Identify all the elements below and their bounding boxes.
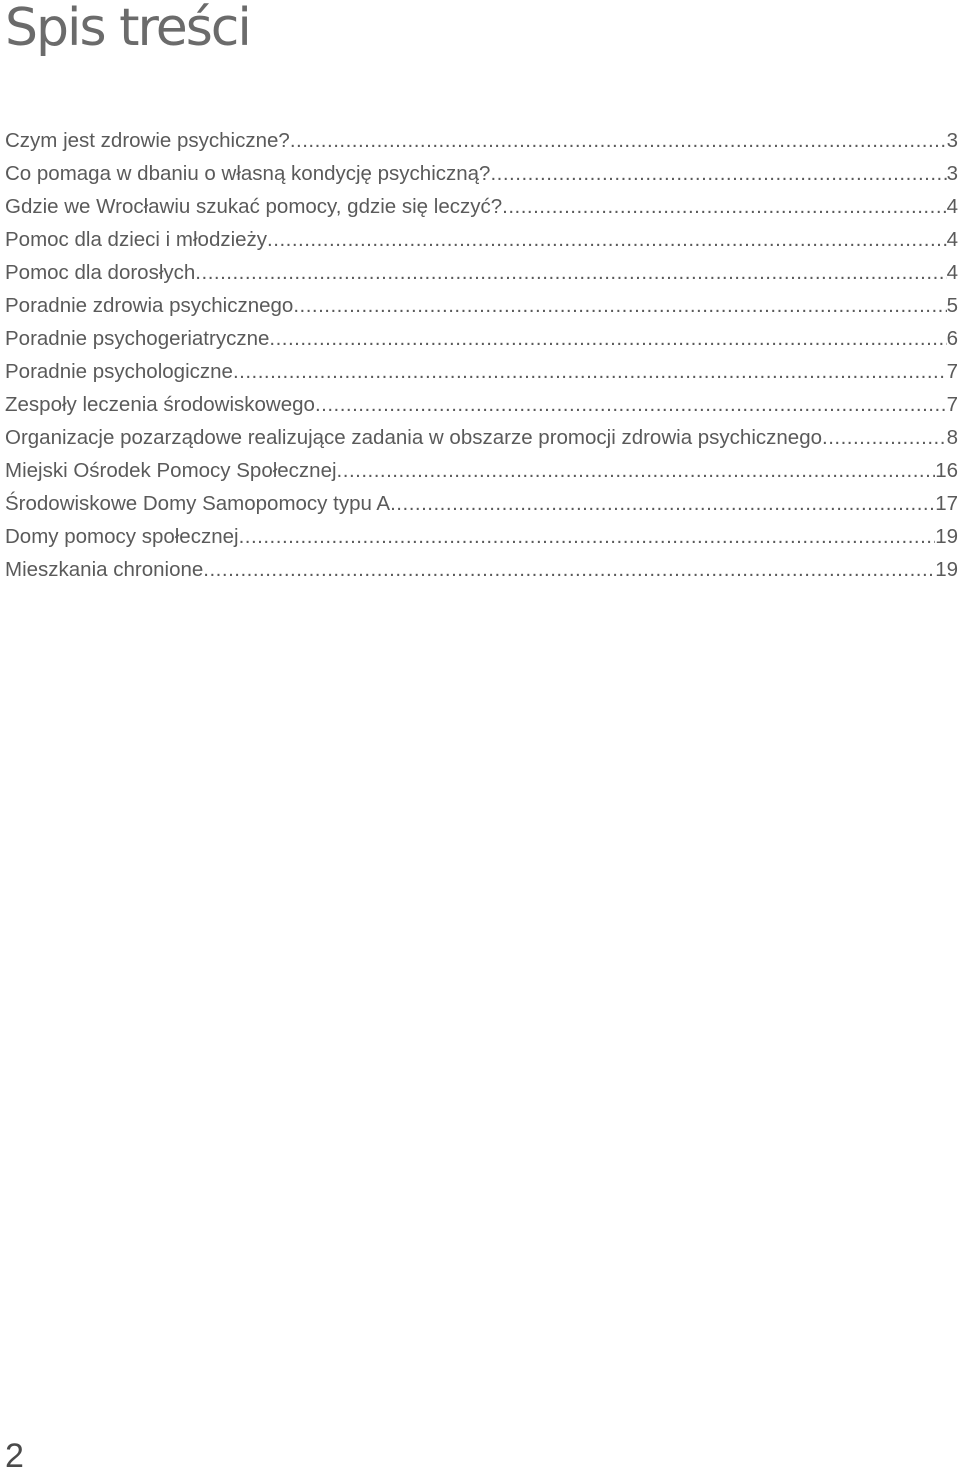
toc-entry[interactable]	[5, 520, 958, 553]
table-of-contents	[5, 124, 958, 586]
toc-entry[interactable]	[5, 190, 958, 223]
toc-entry-label: Mieszkania chronione	[5, 558, 204, 581]
toc-dot-leader	[390, 487, 935, 520]
toc-entry-page: 7	[946, 360, 958, 383]
toc-dot-leader	[269, 322, 946, 355]
toc-entry-label: Zespoły leczenia środowiskowego	[5, 393, 315, 416]
toc-entry-page: 19	[935, 558, 958, 581]
toc-entry-label: Poradnie psychogeriatryczne	[5, 327, 270, 350]
toc-entry-label: Pomoc dla dzieci i młodzieży	[5, 228, 268, 251]
toc-entry-page: 4	[946, 261, 958, 284]
toc-entry[interactable]	[5, 355, 958, 388]
toc-entry-page: 16	[935, 459, 958, 482]
toc-dot-leader	[315, 388, 947, 421]
toc-dot-leader	[490, 157, 946, 190]
toc-entry-label: Gdzie we Wrocławiu szukać pomocy, gdzie się leczyć?	[5, 195, 503, 218]
toc-entry[interactable]	[5, 223, 958, 256]
toc-entry[interactable]	[5, 322, 958, 355]
toc-entry-page: 4	[946, 195, 958, 218]
toc-entry-label: Pomoc dla dorosłych	[5, 261, 196, 284]
toc-dot-leader	[233, 355, 947, 388]
page-number: 2	[5, 1437, 24, 1475]
toc-entry[interactable]	[5, 124, 958, 157]
toc-entry-label: Poradnie psychologiczne	[5, 360, 233, 383]
toc-entry-page: 3	[946, 162, 958, 185]
toc-entry-label: Co pomaga w dbaniu o własną kondycję psychiczną?	[5, 162, 491, 185]
toc-dot-leader	[239, 520, 936, 553]
toc-entry-label: Domy pomocy społecznej	[5, 525, 239, 548]
toc-entry-page: 6	[946, 327, 958, 350]
toc-dot-leader	[337, 454, 936, 487]
toc-entry-label: Organizacje pozarządowe realizujące zadania w obszarze promocji zdrowia psychicznego	[5, 426, 822, 449]
toc-dot-leader	[267, 223, 947, 256]
toc-dot-leader	[290, 124, 947, 157]
toc-dot-leader	[293, 289, 946, 322]
toc-dot-leader	[502, 190, 946, 223]
toc-entry[interactable]	[5, 487, 958, 520]
toc-entry-label: Czym jest zdrowie psychiczne?	[5, 129, 290, 152]
toc-entry[interactable]	[5, 157, 958, 190]
toc-entry[interactable]	[5, 553, 958, 586]
toc-entry[interactable]	[5, 421, 958, 454]
toc-entry-page: 17	[935, 492, 958, 515]
toc-entry[interactable]	[5, 289, 958, 322]
toc-entry-page: 5	[946, 294, 958, 317]
toc-entry-label: Miejski Ośrodek Pomocy Społecznej	[5, 459, 337, 482]
toc-entry[interactable]	[5, 388, 958, 421]
toc-dot-leader	[203, 553, 935, 586]
toc-dot-leader	[195, 256, 946, 289]
toc-entry-page: 3	[946, 129, 958, 152]
toc-entry-label: Środowiskowe Domy Samopomocy typu A	[5, 492, 391, 515]
toc-entry-page: 8	[946, 426, 958, 449]
page-title: Spis treści	[5, 0, 250, 58]
toc-entry[interactable]	[5, 256, 958, 289]
toc-entry[interactable]	[5, 454, 958, 487]
toc-entry-page: 19	[935, 525, 958, 548]
toc-entry-label: Poradnie zdrowia psychicznego	[5, 294, 294, 317]
toc-entry-page: 4	[946, 228, 958, 251]
toc-dot-leader	[822, 421, 947, 454]
toc-entry-page: 7	[946, 393, 958, 416]
